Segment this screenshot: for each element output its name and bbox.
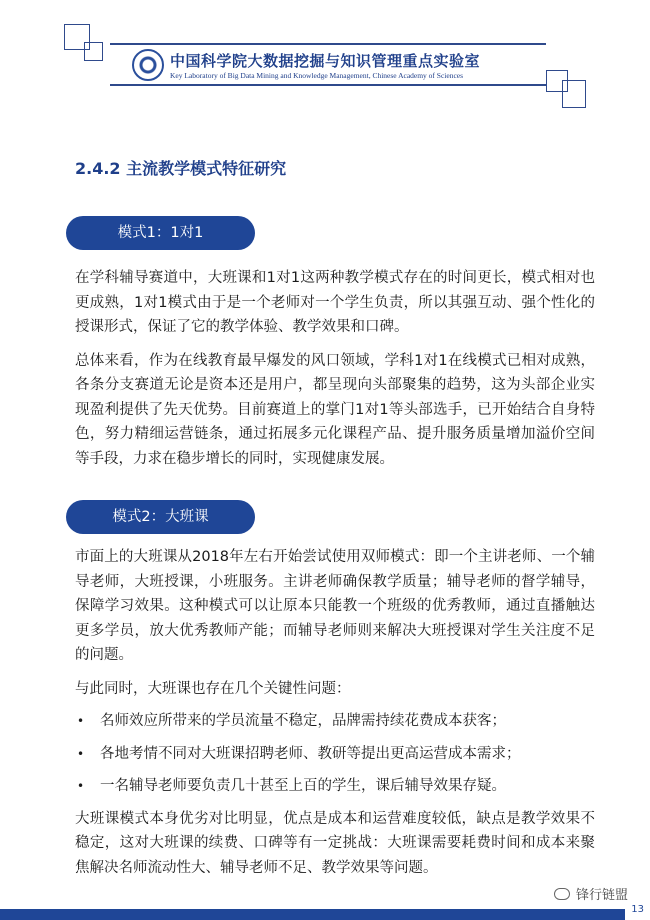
list-item: [75, 742, 595, 767]
watermark: [554, 884, 628, 903]
page-number: 13: [631, 904, 644, 915]
mode1-body: [75, 266, 595, 471]
lab-name-cn: 中国科学院大数据挖掘与知识管理重点实验室: [170, 52, 481, 70]
list-item: [75, 709, 595, 734]
paragraph: 总体来看，作为在线教育最早爆发的风口领域，学科1对1在线模式已相对成熟，各条分支赛道无论是资本还是用户，都呈现向头部聚集的趋势，这为头部企业实现盈利提供了先天优势。目前赛道上的掌门1对1等头部选手，已开始结合自身特色，努力精细运营链条，通过拓展多元化课程产品、提升服务质量增加溢价空间等手段，力求在稳步增长的同时，实现健康发展。: [75, 352, 595, 467]
header-rule-top: [110, 43, 546, 45]
watermark-text: 锋行链盟: [575, 888, 628, 903]
cas-emblem-icon: [132, 49, 164, 81]
paragraph: 在学科辅导赛道中，大班课和1对1这两种教学模式存在的时间更长，模式相对也更成熟，1对1模式由于是一个老师对一个学生负责，所以其强互动、强个性化的授课形式，保证了它的教学体验、教学效果和口碑。: [75, 270, 595, 335]
wechat-icon: [554, 888, 570, 900]
list-item-text: 各地考情不同对大班课招聘老师、教研等提出更高运营成本需求；: [100, 745, 521, 762]
header-rule-bottom: [110, 84, 546, 86]
mode2-body: [75, 545, 595, 880]
paragraph: 与此同时，大班课也存在几个关键性问题：: [75, 680, 351, 697]
issue-list: [75, 709, 595, 799]
paragraph: 市面上的大班课从2018年左右开始尝试使用双师模式：即一个主讲老师、一个辅导老师，大班授课，小班服务。主讲老师确保教学质量；辅导老师的督学辅导，保障学习效果。这种模式可以让原本只能教一个班级的优秀教师，通过直播触达更多学员，放大优秀教师产能；而辅导老师则来解决大班授课对学生关注度不足的问题。: [75, 549, 595, 663]
section-title: 2.4.2 主流教学模式特征研究: [75, 159, 287, 178]
mode1-label-pill: 模式1：1对1: [66, 216, 255, 250]
decor-square: [562, 80, 586, 108]
paragraph: 大班课模式本身优劣对比明显，优点是成本和运营难度较低，缺点是教学效果不稳定，这对大班课的续费、口碑等有一定挑战：大班课需要耗费时间和成本来聚焦解决名师流动性大、辅导老师不足、教学效果等问题。: [75, 810, 595, 876]
bullet-icon: •: [77, 746, 85, 761]
list-item-text: 名师效应所带来的学员流量不稳定，品牌需持续花费成本获客；: [100, 713, 506, 729]
bullet-icon: •: [77, 714, 85, 728]
bullet-icon: •: [77, 779, 85, 793]
list-item-text: 一名辅导老师要负责几十甚至上百的学生，课后辅导效果存疑。: [100, 778, 506, 794]
footer-bar: [0, 909, 625, 920]
list-item: [75, 774, 595, 799]
decor-square: [84, 42, 103, 61]
mode2-label-pill: 模式2：大班课: [66, 500, 255, 534]
lab-name-en: Key Laboratory of Big Data Mining and Knowledge Management, Chinese Academy of Sciences: [170, 71, 464, 80]
